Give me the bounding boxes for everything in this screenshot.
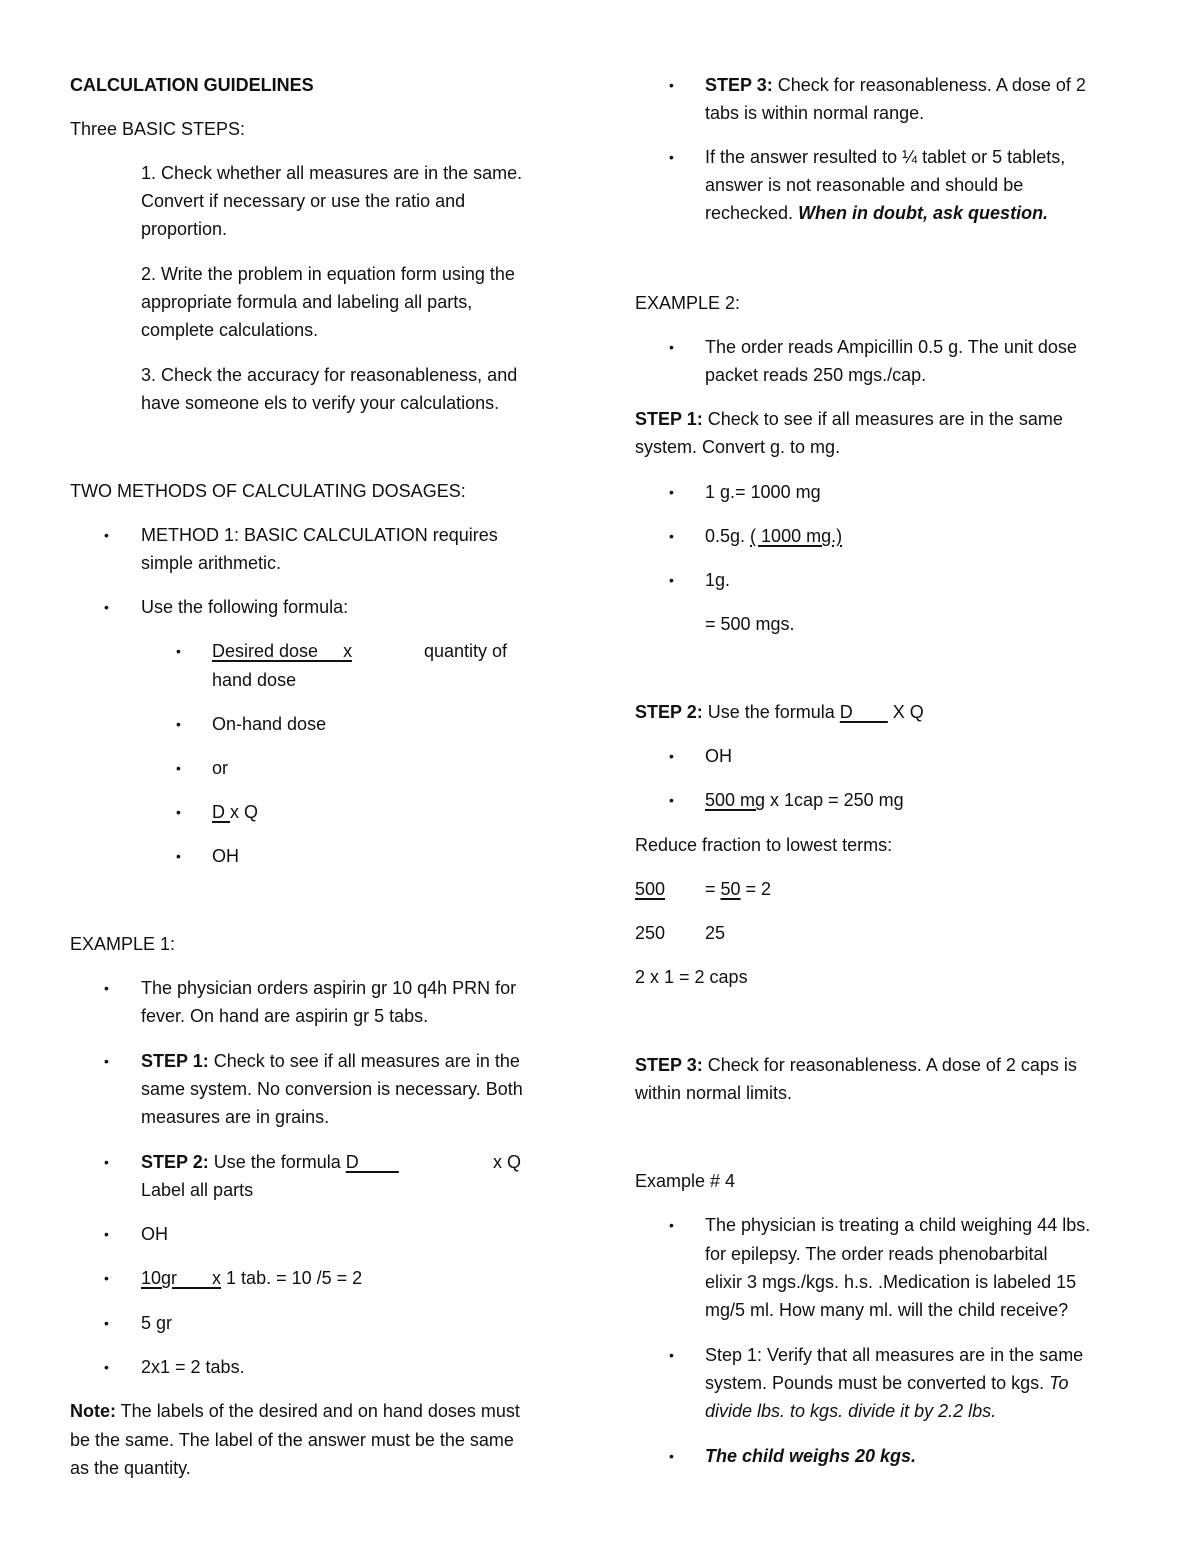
bullet-icon: •: [669, 339, 674, 355]
example-1-denominator: 5 gr: [141, 1313, 173, 1333]
methods-heading: TWO METHODS OF CALCULATING DOSAGES:: [70, 481, 466, 501]
formula-d: D: [212, 802, 230, 822]
bullet-icon: •: [104, 1226, 109, 1242]
fraction-reduced-numerator: 50: [720, 879, 741, 899]
reduce-fraction-heading: Reduce fraction to lowest terms:: [635, 835, 893, 855]
formula-or: or: [212, 758, 229, 778]
calc-numerator: 10gr x: [141, 1268, 222, 1288]
basic-step-2-line: appropriate formula and labeling all parts,: [141, 292, 473, 312]
example-2-step-1-line: system. Convert g. to mg.: [635, 437, 841, 457]
bullet-icon: •: [669, 1217, 674, 1233]
example-1-oh: OH: [141, 1224, 168, 1244]
example-2-heading: EXAMPLE 2:: [635, 293, 741, 313]
bullet-icon: •: [669, 77, 674, 93]
bullet-icon: •: [669, 528, 674, 544]
formula-xq: X Q: [887, 702, 924, 722]
example-2-order: The order reads Ampicillin 0.5 g. The unit dose: [705, 337, 1077, 357]
formula-oh: OH: [212, 846, 239, 866]
fraction-equation: [705, 878, 771, 900]
basic-step-1-line: 1. Check whether all measures are in the same.: [141, 163, 523, 183]
step-text: Check to see if all measures are in the same: [702, 409, 1063, 429]
formula-xq: x Q: [493, 1152, 522, 1172]
doubt-text: When in doubt, ask question.: [798, 203, 1049, 223]
conversion-factor: ( 1000 mg.): [750, 526, 843, 546]
formula-xq: x Q: [230, 802, 259, 822]
formula-d: D: [839, 702, 888, 722]
calc-rest: x 1cap = 250 mg: [765, 790, 904, 810]
example-4-step-1-line: divide lbs. to kgs. divide it by 2.2 lbs.: [705, 1401, 997, 1421]
reasonable-note-line: If the answer resulted to ¼ tablet or 5 tablets,: [705, 147, 1066, 167]
step-text: Use the formula: [208, 1152, 346, 1172]
bullet-icon: •: [176, 848, 181, 864]
basic-step-1-line: proportion.: [141, 219, 228, 239]
step-label: STEP 3:: [635, 1055, 703, 1075]
formula-numerator: Desired dose x: [212, 641, 353, 661]
example-1-step-1-line: same system. No conversion is necessary. Both: [141, 1079, 523, 1099]
bullet-icon: •: [104, 527, 109, 543]
method-1-line: METHOD 1: BASIC CALCULATION requires: [141, 525, 498, 545]
formula-d: D: [345, 1152, 399, 1172]
step-text: Check for reasonableness. A dose of 2: [772, 75, 1086, 95]
fraction-denominator: 250: [635, 923, 666, 943]
bullet-icon: •: [176, 716, 181, 732]
conversion-line: 1g.: [705, 570, 731, 590]
bullet-icon: •: [104, 599, 109, 615]
example-1-step-3-line: tabs is within normal range.: [705, 103, 925, 123]
example-1-step-2: [141, 1151, 399, 1173]
conversion-result: = 500 mgs.: [705, 614, 795, 634]
reasonable-note-line: [705, 202, 1048, 224]
step-label: STEP 1:: [635, 409, 703, 429]
bullet-icon: •: [669, 484, 674, 500]
bullet-icon: •: [669, 1448, 674, 1464]
formula-quantity: quantity of: [424, 641, 508, 661]
example-1-step-1: [141, 1050, 520, 1072]
child-weight: The child weighs 20 kgs.: [705, 1446, 917, 1466]
fraction-reduced-denominator: 25: [705, 923, 726, 943]
formula-dxq: [212, 801, 258, 823]
recheck-text: rechecked.: [705, 203, 799, 223]
example-4-line: elixir 3 mgs./kgs. h.s. .Medication is labeled 15: [705, 1272, 1077, 1292]
bullet-icon: •: [176, 760, 181, 776]
calc-numerator: 500 mg: [705, 790, 766, 810]
method-1-line: simple arithmetic.: [141, 553, 282, 573]
fraction-equals: =: [705, 879, 721, 899]
basic-step-3-line: 3. Check the accuracy for reasonableness, and: [141, 365, 518, 385]
basic-step-2-line: complete calculations.: [141, 320, 319, 340]
formula-desired-dose: [212, 640, 352, 662]
note-text: The labels of the desired and on hand doses must: [116, 1401, 520, 1421]
bullet-icon: •: [669, 792, 674, 808]
example-2-step-1: [635, 408, 1063, 430]
example-4-line: The physician is treating a child weighing 44 lbs.: [705, 1215, 1091, 1235]
caps-result: 2 x 1 = 2 caps: [635, 967, 748, 987]
step-label: STEP 2:: [141, 1152, 209, 1172]
example-1-heading: EXAMPLE 1:: [70, 934, 176, 954]
step-label: STEP 3:: [705, 75, 773, 95]
fraction-numerator: 500: [635, 879, 666, 899]
example-1-calc: [141, 1267, 362, 1289]
note-line: be the same. The label of the answer must be the same: [70, 1430, 514, 1450]
formula-on-hand: On-hand dose: [212, 714, 327, 734]
conversion-text: system. Pounds must be converted to kgs.: [705, 1373, 1050, 1393]
example-1-order: The physician orders aspirin gr 10 q4h PRN for: [141, 978, 517, 998]
note-line: as the quantity.: [70, 1458, 191, 1478]
bullet-icon: •: [104, 1053, 109, 1069]
example-1-order: fever. On hand are aspirin gr 5 tabs.: [141, 1006, 429, 1026]
basic-step-3-line: have someone els to verify your calculations.: [141, 393, 500, 413]
bullet-icon: •: [104, 1154, 109, 1170]
example-1-step-2-line: Label all parts: [141, 1180, 254, 1200]
bullet-icon: •: [669, 572, 674, 588]
step-label: STEP 1:: [141, 1051, 209, 1071]
reasonable-note-line: answer is not reasonable and should be: [705, 175, 1024, 195]
document-title: CALCULATION GUIDELINES: [70, 75, 314, 95]
basic-step-2-line: 2. Write the problem in equation form using the: [141, 264, 515, 284]
formula-intro: Use the following formula:: [141, 597, 349, 617]
example-2-step-2: [635, 701, 924, 723]
bullet-icon: •: [669, 149, 674, 165]
bullet-icon: •: [104, 1315, 109, 1331]
bullet-icon: •: [176, 643, 181, 659]
formula-hand-dose: hand dose: [212, 670, 297, 690]
conversion-italic: To: [1049, 1373, 1069, 1393]
example-4-line: for epilepsy. The order reads phenobarbital: [705, 1244, 1048, 1264]
example-4-heading: Example # 4: [635, 1171, 736, 1191]
conversion-line: 1 g.= 1000 mg: [705, 482, 821, 502]
step-label: STEP 2:: [635, 702, 703, 722]
example-2-oh: OH: [705, 746, 732, 766]
step-text: Check to see if all measures are in the: [208, 1051, 520, 1071]
step-text: Use the formula: [702, 702, 840, 722]
conversion-value: 0.5g.: [705, 526, 751, 546]
basic-steps-heading: Three BASIC STEPS:: [70, 119, 246, 139]
example-1-result: 2x1 = 2 tabs.: [141, 1357, 245, 1377]
example-2-order: packet reads 250 mgs./cap.: [705, 365, 927, 385]
note-line: [70, 1400, 520, 1422]
fraction-result: = 2: [740, 879, 772, 899]
note-label: Note:: [70, 1401, 116, 1421]
bullet-icon: •: [104, 1270, 109, 1286]
example-4-step-1: Step 1: Verify that all measures are in the same: [705, 1345, 1084, 1365]
example-2-step-3-line: within normal limits.: [635, 1083, 793, 1103]
basic-step-1-line: Convert if necessary or use the ratio and: [141, 191, 466, 211]
example-4-line: mg/5 ml. How many ml. will the child receive?: [705, 1300, 1069, 1320]
bullet-icon: •: [104, 980, 109, 996]
step-text: Check for reasonableness. A dose of 2 caps is: [702, 1055, 1077, 1075]
bullet-icon: •: [669, 748, 674, 764]
example-2-step-3: [635, 1054, 1077, 1076]
bullet-icon: •: [104, 1359, 109, 1375]
bullet-icon: •: [669, 1347, 674, 1363]
example-4-step-1-line: [705, 1372, 1069, 1394]
bullet-icon: •: [176, 804, 181, 820]
calc-rest: 1 tab. = 10 /5 = 2: [221, 1268, 363, 1288]
example-1-step-1-line: measures are in grains.: [141, 1107, 330, 1127]
example-1-step-3: [705, 74, 1086, 96]
conversion-line: [705, 525, 842, 547]
example-2-calc: [705, 789, 904, 811]
